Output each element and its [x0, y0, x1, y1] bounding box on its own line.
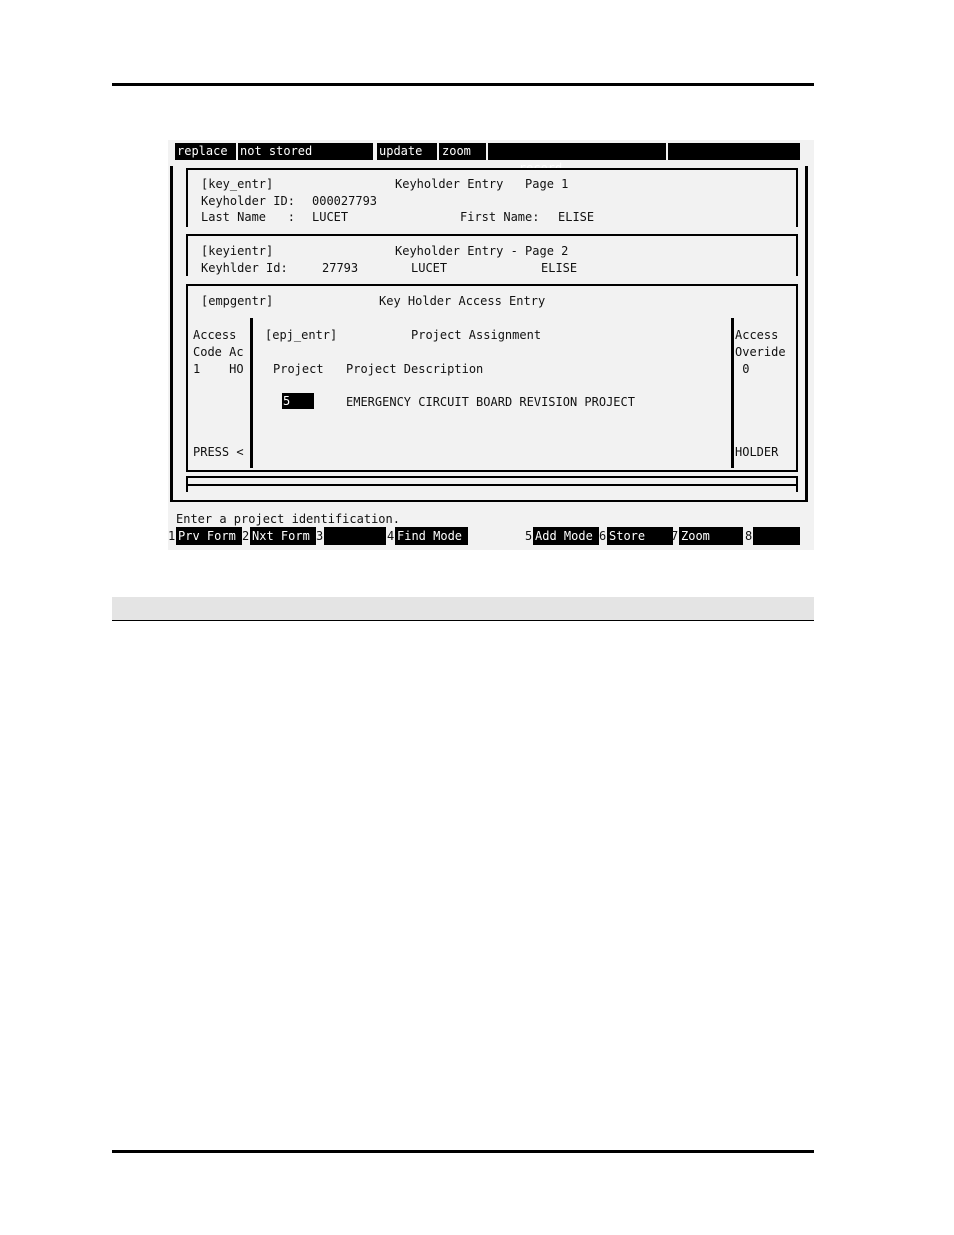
fkey-3-number: 3 [316, 529, 324, 543]
holder-label: HOLDER [735, 445, 779, 459]
fkey-2-number: 2 [242, 529, 250, 543]
outer-left-border [170, 166, 173, 501]
access-override-header-1: Access [735, 328, 779, 342]
form4-title: Project Assignment [411, 328, 542, 342]
outer-bottom-border [170, 500, 808, 502]
function-key-bar [168, 527, 814, 545]
fkey-5-number: 5 [525, 529, 533, 543]
form3-name: [empgentr] [201, 294, 274, 308]
fkey-1-number: 1 [168, 529, 176, 543]
fkey-8-number: 8 [745, 529, 753, 543]
fkey-4-number: 4 [387, 529, 395, 543]
form2-name: [keyientr] [201, 244, 274, 258]
zoom-button[interactable]: Zoom [679, 527, 743, 545]
keyholder-id-field[interactable]: 000027793 [312, 194, 378, 208]
access-override-header-2: Overide [735, 345, 786, 359]
access-override-field[interactable]: 0 [735, 362, 750, 376]
empty-subform-divider [186, 484, 797, 486]
keyholder-id-field-2[interactable]: 27793 [322, 261, 359, 275]
access-code-row[interactable]: 1 HO [193, 362, 244, 376]
form1-title: Keyholder Entry Page 1 [395, 177, 569, 191]
first-name-label: First Name: [460, 210, 540, 224]
form4-name: [epj_entr] [265, 328, 338, 342]
fkey-8-button[interactable] [753, 527, 800, 545]
keyholder-id-label-2: Keyhlder Id: [201, 261, 288, 275]
form1-name: [key_entr] [201, 177, 274, 191]
form3-title: Key Holder Access Entry [379, 294, 546, 308]
caption-bar [112, 597, 814, 621]
fkey-3-button[interactable] [324, 527, 386, 545]
bottom-rule [112, 1150, 814, 1153]
project-column-header: Project [273, 362, 324, 376]
fkey-6-number: 6 [599, 529, 607, 543]
form2-title: Keyholder Entry - Page 2 [395, 244, 569, 258]
mode-indicator: replace [175, 143, 238, 160]
outer-right-border [805, 166, 808, 501]
access-code-header-1: Access [193, 328, 237, 342]
project-id-input[interactable]: 5 [282, 393, 314, 409]
access-code-header-2: Code Ac [193, 345, 244, 359]
add-mode-button[interactable]: Add Mode [533, 527, 599, 545]
press-prompt: PRESS < [193, 445, 244, 459]
store-state-indicator: not stored [238, 143, 375, 160]
action-indicator: update [375, 143, 439, 160]
fkey-7-number: 7 [671, 529, 679, 543]
keyholder-id-label: Keyholder ID: [201, 194, 295, 208]
top-rule [112, 83, 814, 86]
last-name-field[interactable]: LUCET [312, 210, 349, 224]
record-indicator [488, 143, 668, 160]
first-name-field-2[interactable]: ELISE [541, 261, 578, 275]
status-bar [175, 143, 800, 160]
message-line: Enter a project identification. [176, 512, 400, 526]
prev-form-button[interactable]: Prv Form [176, 527, 242, 545]
zoom-indicator: zoom [440, 143, 488, 160]
store-button[interactable]: Store [607, 527, 673, 545]
first-name-field[interactable]: ELISE [558, 210, 595, 224]
project-description-field: EMERGENCY CIRCUIT BOARD REVISION PROJECT [346, 395, 635, 409]
last-name-field-2[interactable]: LUCET [411, 261, 448, 275]
last-name-label: Last Name : [201, 210, 295, 224]
find-mode-button[interactable]: Find Mode [395, 527, 468, 545]
project-description-column-header: Project Description [346, 362, 484, 376]
next-form-button[interactable]: Nxt Form [250, 527, 316, 545]
